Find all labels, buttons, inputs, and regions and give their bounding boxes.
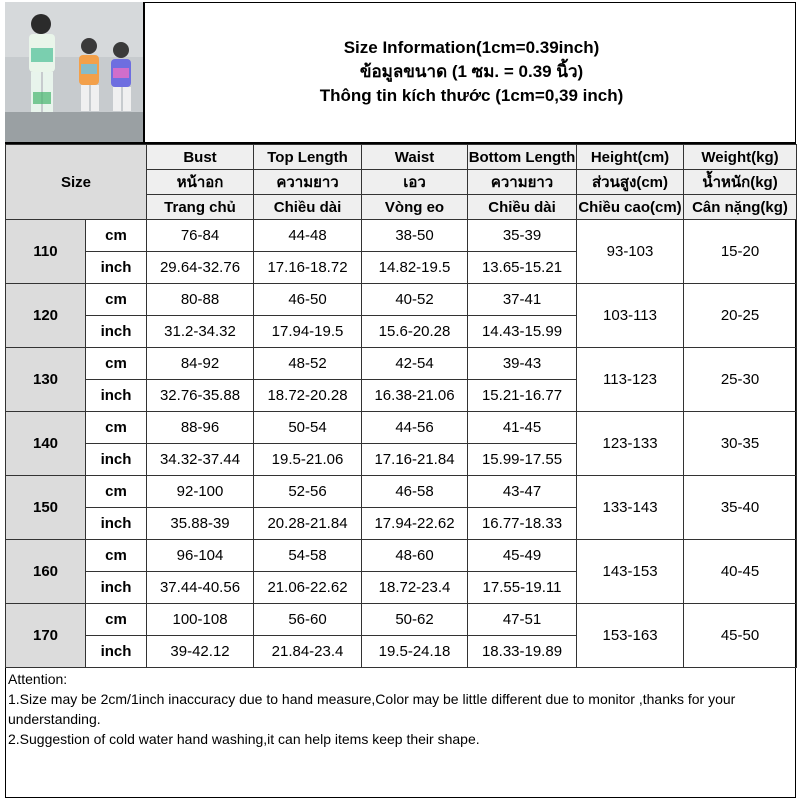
- bottom-length-cm-cell: 45-49: [468, 540, 577, 572]
- title-block: [147, 2, 796, 142]
- unit-inch-label: inch: [86, 572, 147, 604]
- top-length-inch-cell: 18.72-20.28: [254, 380, 362, 412]
- bottom-length-inch-cell: 18.33-19.89: [468, 636, 577, 668]
- waist-cm-cell: 44-56: [362, 412, 468, 444]
- bottom-length-cm-cell: 43-47: [468, 476, 577, 508]
- unit-inch-label: inch: [86, 316, 147, 348]
- bottom-length-cm-cell: 41-45: [468, 412, 577, 444]
- top-length-inch-cell: 17.16-18.72: [254, 252, 362, 284]
- unit-inch-label: inch: [86, 380, 147, 412]
- unit-cm-label: cm: [86, 476, 147, 508]
- bust-inch-cell: 37.44-40.56: [147, 572, 254, 604]
- bottom-length-inch-cell: 13.65-15.21: [468, 252, 577, 284]
- top-length-cm-cell: 50-54: [254, 412, 362, 444]
- header-row-english: [6, 145, 797, 170]
- bottom-length-cm-cell: 35-39: [468, 220, 577, 252]
- bust-cm-cell: 100-108: [147, 604, 254, 636]
- size-column-header: Size: [6, 145, 147, 220]
- size-label: 110: [6, 220, 86, 284]
- bottom-length-inch-cell: 15.21-16.77: [468, 380, 577, 412]
- waist-inch-cell: 15.6-20.28: [362, 316, 468, 348]
- header-bust-th: หน้าอก: [147, 170, 254, 195]
- table-row: [6, 284, 797, 316]
- bottom-length-inch-cell: 14.43-15.99: [468, 316, 577, 348]
- header-top-length-en: Top Length: [254, 145, 362, 170]
- product-photo: [5, 2, 145, 142]
- table-row: [6, 348, 797, 380]
- header-bust-en: Bust: [147, 145, 254, 170]
- bottom-length-cm-cell: 37-41: [468, 284, 577, 316]
- attention-note-1-continued: understanding.: [8, 711, 101, 727]
- bottom-length-inch-cell: 16.77-18.33: [468, 508, 577, 540]
- bottom-length-inch-cell: 17.55-19.11: [468, 572, 577, 604]
- header-bust-vi: Trang chủ: [147, 195, 254, 220]
- weight-cell: 15-20: [684, 220, 797, 284]
- top-length-inch-cell: 19.5-21.06: [254, 444, 362, 476]
- unit-cm-label: cm: [86, 604, 147, 636]
- attention-note-1: 1.Size may be 2cm/1inch inaccuracy due to hand measure,Color may be little different due to monitor ,thanks for your: [8, 691, 736, 707]
- top-length-cm-cell: 54-58: [254, 540, 362, 572]
- bottom-length-inch-cell: 15.99-17.55: [468, 444, 577, 476]
- attention-heading: Attention:: [8, 671, 68, 687]
- top-length-inch-cell: 20.28-21.84: [254, 508, 362, 540]
- header-top-length-vi: Chiều dài: [254, 195, 362, 220]
- waist-inch-cell: 19.5-24.18: [362, 636, 468, 668]
- attention-notes: [8, 669, 792, 749]
- header-bottom-length-vi: Chiều dài: [468, 195, 577, 220]
- bottom-length-cm-cell: 39-43: [468, 348, 577, 380]
- size-label: 140: [6, 412, 86, 476]
- header-waist-vi: Vòng eo: [362, 195, 468, 220]
- header-height-vi: Chiều cao(cm): [577, 195, 684, 220]
- header-height-en: Height(cm): [577, 145, 684, 170]
- waist-inch-cell: 16.38-21.06: [362, 380, 468, 412]
- bust-inch-cell: 35.88-39: [147, 508, 254, 540]
- title-english: Size Information(1cm=0.39inch): [343, 38, 600, 57]
- bust-cm-cell: 84-92: [147, 348, 254, 380]
- weight-cell: 45-50: [684, 604, 797, 668]
- waist-inch-cell: 14.82-19.5: [362, 252, 468, 284]
- size-label: 160: [6, 540, 86, 604]
- header-bottom-length-en: Bottom Length: [468, 145, 577, 170]
- bust-inch-cell: 29.64-32.76: [147, 252, 254, 284]
- table-row: [6, 604, 797, 636]
- top-length-cm-cell: 44-48: [254, 220, 362, 252]
- header-weight-en: Weight(kg): [684, 145, 797, 170]
- bust-inch-cell: 31.2-34.32: [147, 316, 254, 348]
- top-length-inch-cell: 21.06-22.62: [254, 572, 362, 604]
- bottom-length-cm-cell: 47-51: [468, 604, 577, 636]
- unit-cm-label: cm: [86, 348, 147, 380]
- bust-cm-cell: 80-88: [147, 284, 254, 316]
- bust-inch-cell: 34.32-37.44: [147, 444, 254, 476]
- weight-cell: 40-45: [684, 540, 797, 604]
- header-weight-vi: Cân nặng(kg): [684, 195, 797, 220]
- unit-inch-label: inch: [86, 252, 147, 284]
- size-label: 120: [6, 284, 86, 348]
- unit-inch-label: inch: [86, 636, 147, 668]
- header-height-th: ส่วนสูง(cm): [577, 170, 684, 195]
- top-length-cm-cell: 48-52: [254, 348, 362, 380]
- bust-cm-cell: 92-100: [147, 476, 254, 508]
- unit-cm-label: cm: [86, 412, 147, 444]
- top-length-cm-cell: 46-50: [254, 284, 362, 316]
- table-row: [6, 220, 797, 252]
- top-length-cm-cell: 56-60: [254, 604, 362, 636]
- header-top-length-th: ความยาว: [254, 170, 362, 195]
- header-weight-th: น้ำหนัก(kg): [684, 170, 797, 195]
- height-cell: 113-123: [577, 348, 684, 412]
- weight-cell: 30-35: [684, 412, 797, 476]
- unit-cm-label: cm: [86, 220, 147, 252]
- waist-inch-cell: 17.16-21.84: [362, 444, 468, 476]
- height-cell: 133-143: [577, 476, 684, 540]
- table-row: [6, 412, 797, 444]
- table-row: [6, 476, 797, 508]
- header: [5, 2, 796, 144]
- height-cell: 143-153: [577, 540, 684, 604]
- top-length-inch-cell: 17.94-19.5: [254, 316, 362, 348]
- unit-inch-label: inch: [86, 508, 147, 540]
- table-row: [6, 540, 797, 572]
- unit-cm-label: cm: [86, 540, 147, 572]
- size-table: [5, 144, 797, 668]
- bust-cm-cell: 88-96: [147, 412, 254, 444]
- size-label: 170: [6, 604, 86, 668]
- bust-inch-cell: 32.76-35.88: [147, 380, 254, 412]
- height-cell: 123-133: [577, 412, 684, 476]
- waist-inch-cell: 18.72-23.4: [362, 572, 468, 604]
- waist-cm-cell: 48-60: [362, 540, 468, 572]
- top-length-cm-cell: 52-56: [254, 476, 362, 508]
- title-thai: ข้อมูลขนาด (1 ซม. = 0.39 นิ้ว): [359, 62, 584, 81]
- size-label: 150: [6, 476, 86, 540]
- header-bottom-length-th: ความยาว: [468, 170, 577, 195]
- height-cell: 93-103: [577, 220, 684, 284]
- header-waist-en: Waist: [362, 145, 468, 170]
- waist-cm-cell: 42-54: [362, 348, 468, 380]
- waist-cm-cell: 50-62: [362, 604, 468, 636]
- height-cell: 153-163: [577, 604, 684, 668]
- attention-note-2: 2.Suggestion of cold water hand washing,it can help items keep their shape.: [8, 731, 480, 747]
- height-cell: 103-113: [577, 284, 684, 348]
- unit-cm-label: cm: [86, 284, 147, 316]
- unit-inch-label: inch: [86, 444, 147, 476]
- bust-cm-cell: 76-84: [147, 220, 254, 252]
- header-waist-th: เอว: [362, 170, 468, 195]
- bust-inch-cell: 39-42.12: [147, 636, 254, 668]
- waist-cm-cell: 40-52: [362, 284, 468, 316]
- size-label: 130: [6, 348, 86, 412]
- title-vietnamese: Thông tin kích thước (1cm=0,39 inch): [319, 86, 624, 105]
- bust-cm-cell: 96-104: [147, 540, 254, 572]
- weight-cell: 35-40: [684, 476, 797, 540]
- top-length-inch-cell: 21.84-23.4: [254, 636, 362, 668]
- weight-cell: 20-25: [684, 284, 797, 348]
- waist-cm-cell: 46-58: [362, 476, 468, 508]
- waist-cm-cell: 38-50: [362, 220, 468, 252]
- waist-inch-cell: 17.94-22.62: [362, 508, 468, 540]
- weight-cell: 25-30: [684, 348, 797, 412]
